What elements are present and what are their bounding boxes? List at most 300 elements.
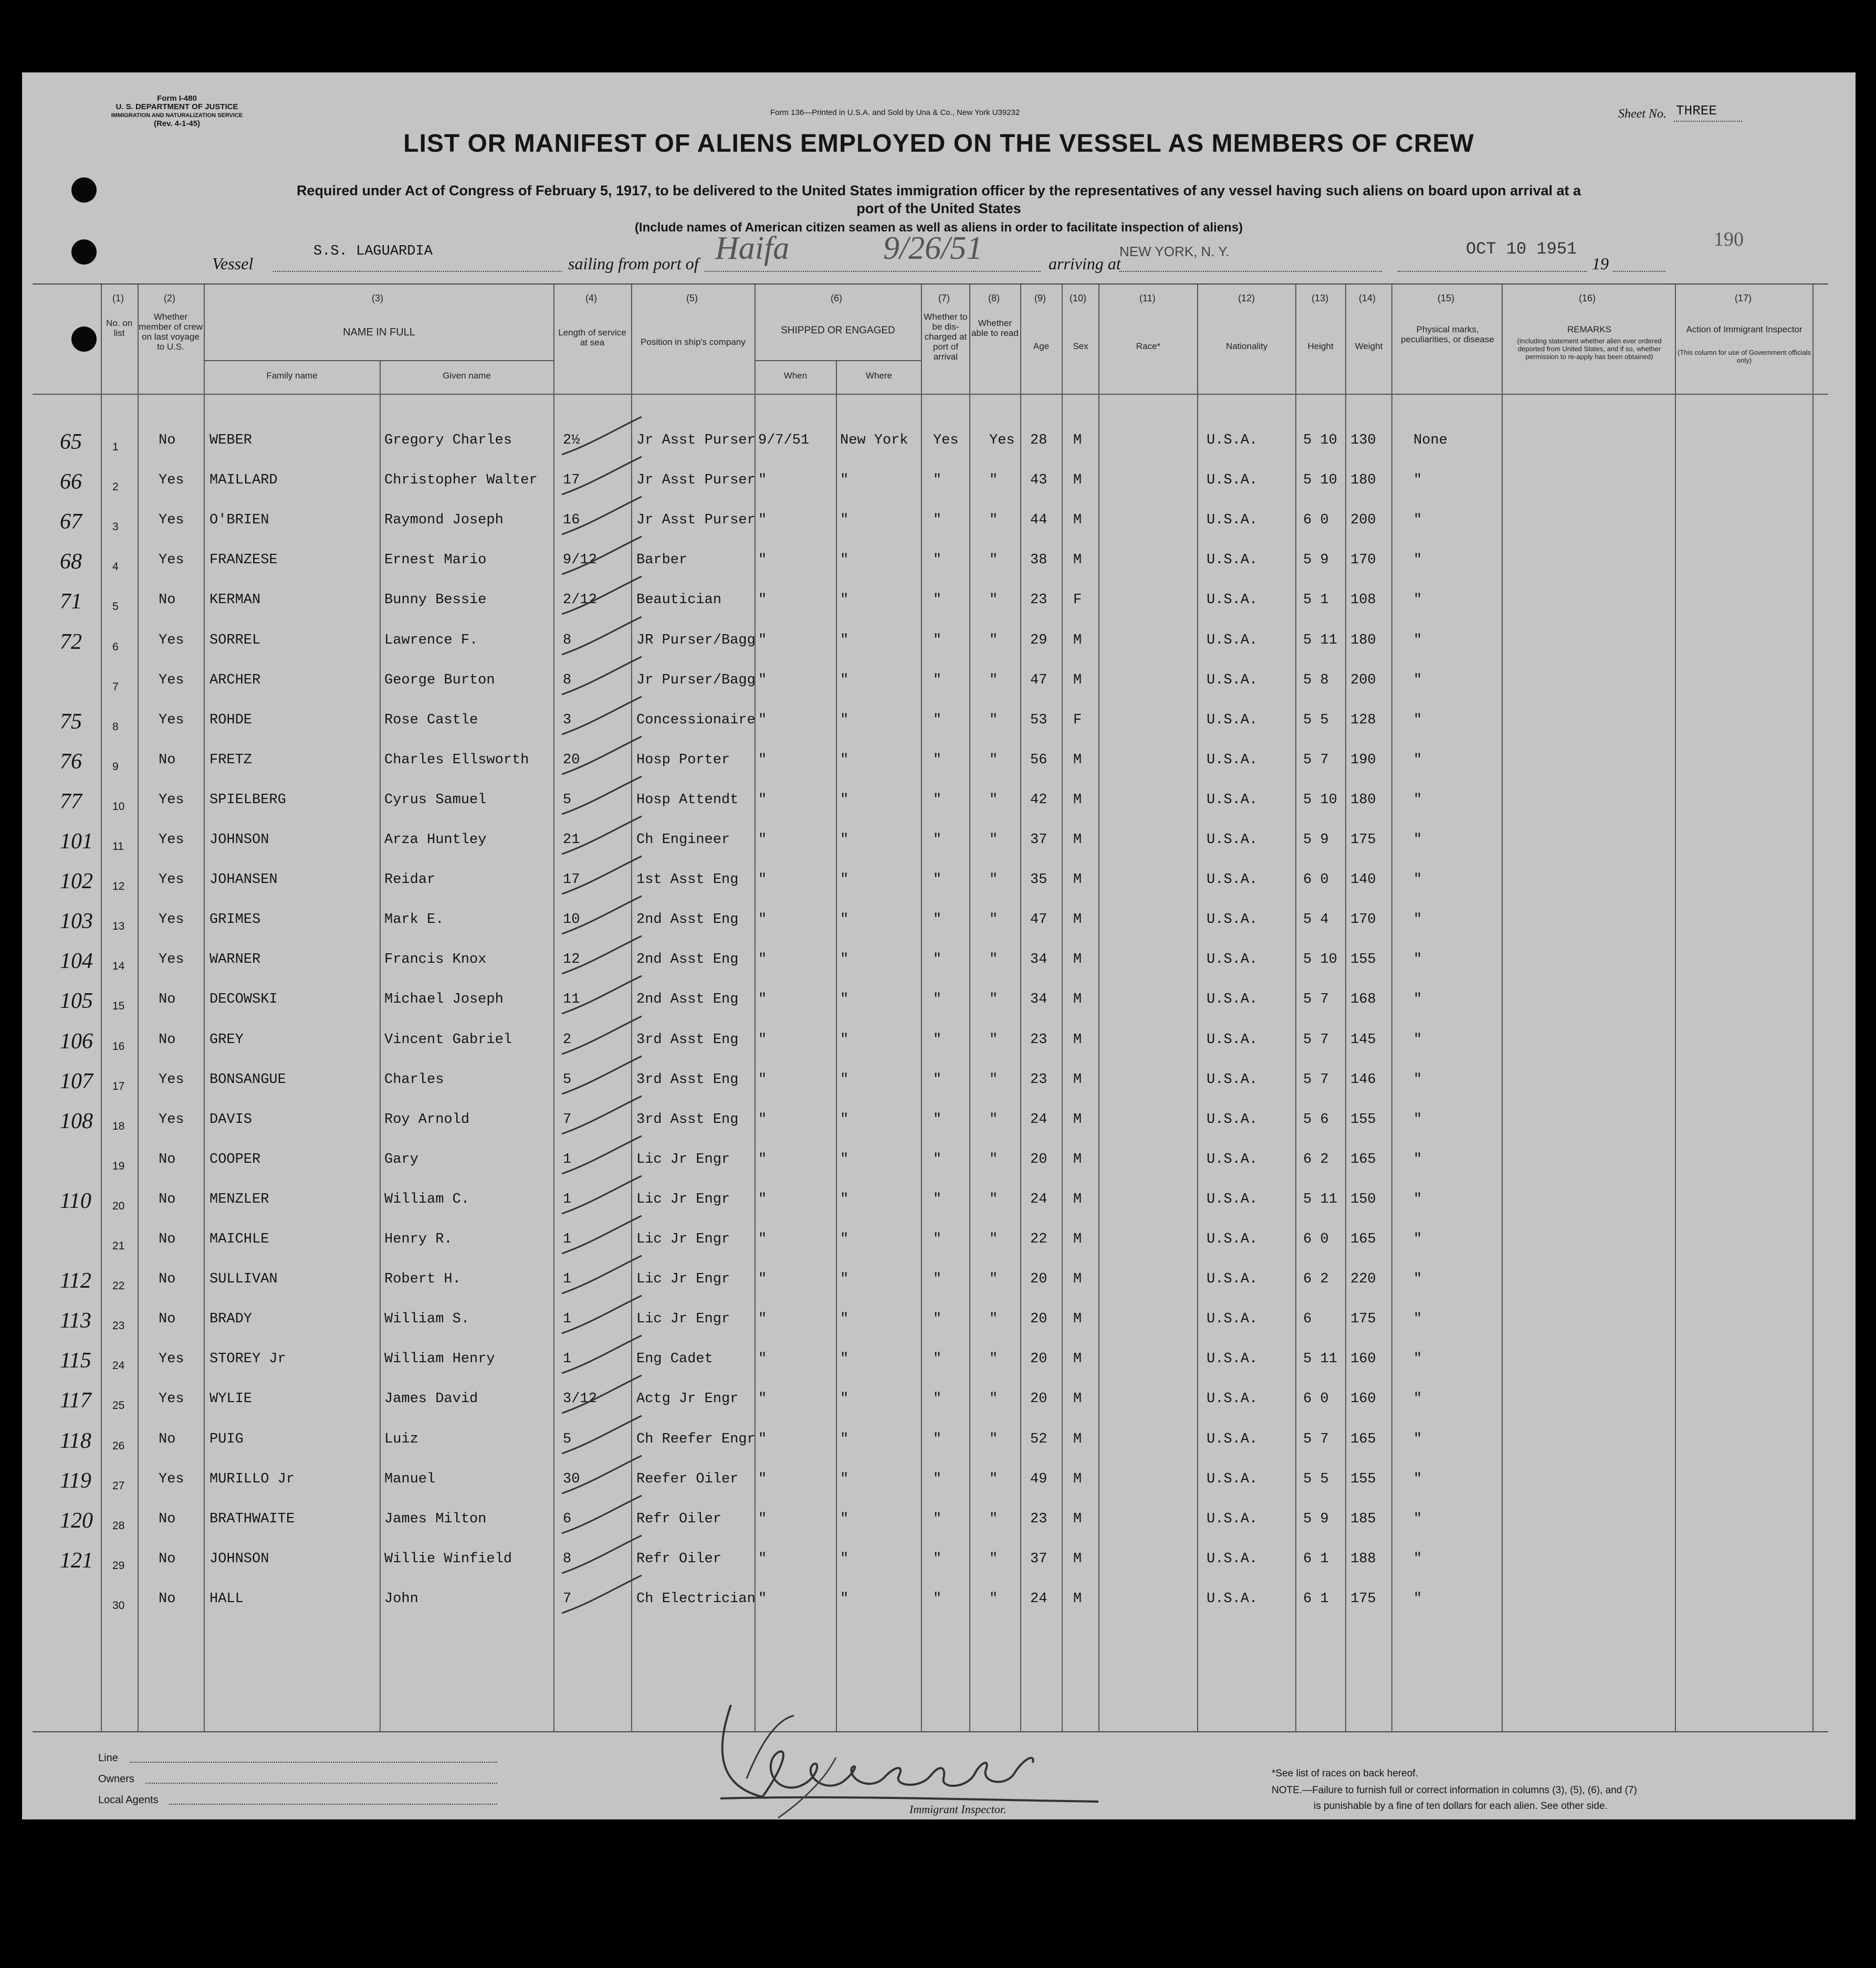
given-name-cell: Rose Castle (384, 712, 478, 728)
shipped-when-cell: " (758, 592, 767, 608)
table-top-rule (33, 283, 1828, 285)
able-to-read-cell: " (989, 992, 998, 1008)
family-name-cell: JOHANSEN (209, 872, 278, 888)
shipped-where-cell: " (840, 1191, 849, 1207)
sex-cell: M (1073, 1032, 1082, 1048)
col-num: (10) (1070, 293, 1087, 303)
able-to-read-cell: " (989, 832, 998, 848)
col-num: (15) (1438, 293, 1455, 303)
weight-cell: 168 (1350, 992, 1376, 1008)
position-cell: Lic Jr Engr (636, 1271, 730, 1288)
able-to-read-cell: " (989, 552, 998, 569)
weight-cell: 155 (1350, 952, 1376, 968)
height-cell: 5 8 (1303, 672, 1329, 688)
position-cell: Hosp Porter (636, 752, 730, 768)
shipped-where-cell: " (840, 1111, 849, 1128)
subtitle-line2: port of the United States (856, 201, 1021, 216)
given-name-cell: Arza Huntley (384, 832, 487, 848)
table-row (22, 1498, 1856, 1537)
shipped-where-cell: " (840, 1271, 849, 1288)
sex-cell: F (1073, 592, 1082, 608)
prev-voyage-cell: No (159, 1151, 176, 1167)
physical-marks-cell: " (1413, 1111, 1422, 1128)
height-cell: 5 7 (1303, 1431, 1329, 1447)
position-cell: Eng Cadet (636, 1351, 713, 1367)
discharged-cell: " (933, 872, 942, 888)
physical-marks-cell: " (1413, 1311, 1422, 1328)
arriving-underline (1119, 270, 1382, 272)
nationality-cell: U.S.A. (1207, 1431, 1258, 1447)
age-cell: 53 (1030, 712, 1047, 728)
given-name-cell: Gregory Charles (384, 433, 512, 448)
able-to-read-cell: " (989, 952, 998, 968)
height-cell: 5 11 (1303, 1351, 1337, 1367)
weight-cell: 130 (1350, 433, 1376, 448)
weight-cell: 146 (1350, 1071, 1376, 1088)
given-name-cell: Cyrus Samuel (384, 792, 487, 808)
shipped-when-cell: " (758, 512, 767, 529)
age-cell: 37 (1030, 832, 1047, 848)
sex-cell: M (1073, 792, 1082, 808)
family-name-cell: DECOWSKI (209, 992, 278, 1008)
service-cell: 5 (563, 792, 572, 808)
discharged-cell: " (933, 632, 942, 648)
prev-voyage-cell: Yes (159, 1071, 184, 1088)
shipped-when-cell: " (758, 992, 767, 1008)
prev-voyage-cell: Yes (159, 1391, 184, 1407)
physical-marks-cell: None (1413, 433, 1448, 448)
table-row (22, 1458, 1856, 1497)
line-number: 30 (112, 1599, 125, 1612)
age-cell: 20 (1030, 1391, 1047, 1407)
nationality-cell: U.S.A. (1207, 952, 1258, 968)
shipped-when-cell: " (758, 1111, 767, 1128)
able-to-read-cell: " (989, 912, 998, 928)
col-num: (11) (1139, 293, 1156, 303)
prev-voyage-cell: No (159, 1431, 176, 1447)
family-name-cell: FRANZESE (209, 552, 278, 569)
handwritten-list-number: 103 (60, 909, 93, 934)
shipped-where-cell: " (840, 1232, 849, 1247)
form-id: Form I-480 (157, 94, 197, 103)
col-num: (8) (988, 293, 1000, 303)
shipped-where-cell: " (840, 672, 849, 688)
sex-cell: M (1073, 472, 1082, 489)
shipped-when-cell: " (758, 1511, 767, 1527)
weight-cell: 180 (1350, 792, 1376, 808)
col-header-sex: Sex (1073, 341, 1088, 351)
shipped-where-cell: " (840, 1032, 849, 1048)
prev-voyage-cell: No (159, 592, 176, 608)
service-cell: 5 (563, 1071, 572, 1088)
service-cell: 7 (563, 1591, 572, 1607)
shipped-when-cell: " (758, 472, 767, 489)
service-cell: 1 (563, 1311, 572, 1328)
table-row (22, 858, 1856, 898)
line-number: 12 (112, 880, 125, 893)
able-to-read-cell: " (989, 1511, 998, 1527)
handwritten-list-number: 76 (60, 749, 82, 774)
service-cell: 17 (563, 472, 580, 489)
able-to-read-cell: " (989, 632, 998, 648)
weight-cell: 175 (1350, 1591, 1376, 1607)
shipped-where-cell: " (840, 632, 849, 648)
height-cell: 6 0 (1303, 1232, 1329, 1247)
position-cell: 3rd Asst Eng (636, 1071, 739, 1088)
shipped-where-cell: " (840, 1551, 849, 1567)
family-name-cell: DAVIS (209, 1111, 253, 1128)
table-row (22, 1098, 1856, 1138)
shipped-when-cell: " (758, 1591, 767, 1607)
table-row (22, 739, 1856, 778)
shipped-where-cell: " (840, 872, 849, 888)
physical-marks-cell: " (1413, 1351, 1422, 1367)
height-cell: 6 2 (1303, 1271, 1329, 1288)
weight-cell: 190 (1350, 752, 1376, 768)
discharged-cell: " (933, 952, 942, 968)
handwritten-list-number: 106 (60, 1029, 93, 1054)
given-name-cell: Raymond Joseph (384, 512, 504, 529)
position-cell: Lic Jr Engr (636, 1191, 730, 1207)
handwritten-list-number: 120 (60, 1508, 93, 1533)
discharged-cell: " (933, 792, 942, 808)
discharged-cell: " (933, 712, 942, 728)
table-row (22, 1338, 1856, 1377)
shipped-when-cell: " (758, 792, 767, 808)
sex-cell: M (1073, 1071, 1082, 1088)
height-cell: 5 9 (1303, 832, 1329, 848)
shipped-when-cell: " (758, 1191, 767, 1207)
given-name-cell: William Henry (384, 1351, 495, 1367)
table-row (22, 1018, 1856, 1058)
position-cell: Lic Jr Engr (636, 1232, 730, 1247)
position-cell: Hosp Attendt (636, 792, 739, 808)
shipped-where-cell: " (840, 592, 849, 608)
physical-marks-cell: " (1413, 1391, 1422, 1407)
age-cell: 43 (1030, 472, 1047, 489)
position-cell: 2nd Asst Eng (636, 992, 739, 1008)
line-number: 5 (112, 601, 119, 613)
form-id-block (93, 94, 261, 128)
service-cell: 16 (563, 512, 580, 529)
handwritten-list-number: 104 (60, 949, 93, 974)
sex-cell: M (1073, 632, 1082, 648)
height-cell: 5 11 (1303, 1191, 1337, 1207)
weight-cell: 175 (1350, 832, 1376, 848)
prev-voyage-cell: Yes (159, 512, 184, 529)
age-cell: 38 (1030, 552, 1047, 569)
table-row (22, 578, 1856, 618)
height-cell: 5 10 (1303, 952, 1337, 968)
age-cell: 29 (1030, 632, 1047, 648)
position-cell: Jr Asst Purser (636, 472, 756, 489)
height-cell: 5 7 (1303, 992, 1329, 1008)
line-underline (130, 1761, 497, 1763)
pencil-check-mark (558, 1572, 647, 1619)
weight-cell: 140 (1350, 872, 1376, 888)
position-cell: Ch Reefer Engr (636, 1431, 756, 1447)
col-num: (6) (831, 293, 842, 303)
prev-voyage-cell: Yes (159, 912, 184, 928)
height-cell: 5 10 (1303, 433, 1337, 448)
age-cell: 22 (1030, 1232, 1047, 1247)
service-cell: 9/12 (563, 552, 597, 569)
physical-marks-cell: " (1413, 1471, 1422, 1487)
handwritten-list-number: 108 (60, 1109, 93, 1133)
physical-marks-cell: " (1413, 472, 1422, 489)
punch-hole (71, 239, 97, 265)
col-header-given: Given name (443, 371, 491, 381)
position-cell: Ch Engineer (636, 832, 730, 848)
shipped-when-cell: " (758, 952, 767, 968)
shipped-when-cell: " (758, 1271, 767, 1288)
physical-marks-cell: " (1413, 712, 1422, 728)
nationality-cell: U.S.A. (1207, 433, 1258, 448)
sex-cell: M (1073, 672, 1082, 688)
weight-cell: 185 (1350, 1511, 1376, 1527)
age-cell: 23 (1030, 1032, 1047, 1048)
able-to-read-cell: " (989, 592, 998, 608)
family-name-cell: HALL (209, 1591, 244, 1607)
given-name-cell: Manuel (384, 1471, 436, 1487)
line-number: 7 (112, 680, 119, 693)
agents-underline (169, 1803, 497, 1805)
position-cell: Ch Electrician (636, 1591, 756, 1607)
physical-marks-cell: " (1413, 1071, 1422, 1088)
discharged-cell: " (933, 1071, 942, 1088)
given-name-cell: Christopher Walter (384, 472, 538, 489)
service-cell: 1 (563, 1191, 572, 1207)
line-number: 17 (112, 1080, 125, 1092)
given-name-cell: Willie Winfield (384, 1551, 512, 1567)
discharged-cell: " (933, 1591, 942, 1607)
shipped-where-cell: " (840, 1431, 849, 1447)
port-underline (705, 270, 1041, 272)
shipped-when-cell: " (758, 1471, 767, 1487)
sailing-label: sailing from port of (568, 254, 699, 273)
nationality-cell: U.S.A. (1207, 1511, 1258, 1527)
col-num: (7) (938, 293, 950, 303)
position-cell: Lic Jr Engr (636, 1311, 730, 1328)
able-to-read-cell: " (989, 1551, 998, 1567)
line-number: 13 (112, 920, 125, 933)
nationality-cell: U.S.A. (1207, 992, 1258, 1008)
handwritten-list-number: 115 (60, 1349, 91, 1373)
prev-voyage-cell: No (159, 1511, 176, 1527)
age-cell: 44 (1030, 512, 1047, 529)
sheet-label: Sheet No. (1618, 107, 1667, 121)
col-num: (5) (686, 293, 698, 303)
prev-voyage-cell: Yes (159, 832, 184, 848)
position-cell: JR Purser/Bagg (636, 632, 756, 648)
age-cell: 52 (1030, 1431, 1047, 1447)
prev-voyage-cell: Yes (159, 1471, 184, 1487)
physical-marks-cell: " (1413, 592, 1422, 608)
age-cell: 23 (1030, 1071, 1047, 1088)
discharged-cell: " (933, 752, 942, 768)
family-name-cell: GREY (209, 1032, 244, 1048)
age-cell: 56 (1030, 752, 1047, 768)
col-header-weight: Weight (1355, 341, 1383, 351)
shipped-when-cell: " (758, 632, 767, 648)
nationality-cell: U.S.A. (1207, 912, 1258, 928)
sex-cell: M (1073, 1271, 1082, 1288)
able-to-read-cell: " (989, 1471, 998, 1487)
sex-cell: M (1073, 1591, 1082, 1607)
nationality-cell: U.S.A. (1207, 472, 1258, 489)
shipped-where-cell: " (840, 1391, 849, 1407)
height-cell: 5 9 (1303, 552, 1329, 569)
weight-cell: 200 (1350, 512, 1376, 529)
line-number: 20 (112, 1199, 125, 1212)
family-name-cell: STOREY Jr (209, 1351, 286, 1367)
sex-cell: M (1073, 992, 1082, 1008)
weight-cell: 155 (1350, 1111, 1376, 1128)
table-row (22, 539, 1856, 578)
line-number: 15 (112, 1000, 125, 1013)
family-name-cell: BRATHWAITE (209, 1511, 295, 1527)
shipped-when-cell: " (758, 552, 767, 569)
sex-cell: M (1073, 1311, 1082, 1328)
shipped-when-cell: " (758, 1311, 767, 1328)
position-cell: Actg Jr Engr (636, 1391, 739, 1407)
weight-cell: 220 (1350, 1271, 1376, 1288)
physical-marks-cell: " (1413, 1032, 1422, 1048)
handwritten-list-number: 117 (60, 1388, 91, 1413)
shipped-where-cell: " (840, 1471, 849, 1487)
discharged-cell: " (933, 552, 942, 569)
discharged-cell: " (933, 1151, 942, 1167)
service-cell: 1 (563, 1271, 572, 1288)
discharged-cell: " (933, 1032, 942, 1048)
service-cell: 5 (563, 1431, 572, 1447)
prev-voyage-cell: Yes (159, 952, 184, 968)
able-to-read-cell: " (989, 1191, 998, 1207)
nationality-cell: U.S.A. (1207, 552, 1258, 569)
table-row (22, 1258, 1856, 1297)
able-to-read-cell: " (989, 472, 998, 489)
sex-cell: M (1073, 433, 1082, 448)
height-cell: 6 0 (1303, 1391, 1329, 1407)
table-row (22, 938, 1856, 977)
able-to-read-cell: " (989, 1431, 998, 1447)
prev-voyage-cell: No (159, 1232, 176, 1247)
family-name-cell: MAICHLE (209, 1232, 269, 1247)
vessel-underline (273, 270, 562, 272)
height-cell: 6 0 (1303, 512, 1329, 529)
col-header-race: Race* (1136, 341, 1161, 351)
physical-marks-cell: " (1413, 1591, 1422, 1607)
handwritten-list-number: 119 (60, 1468, 91, 1493)
table-row (22, 1538, 1856, 1577)
sex-cell: M (1073, 912, 1082, 928)
shipped-when-cell: " (758, 1151, 767, 1167)
col-num: (1) (112, 293, 124, 303)
nationality-cell: U.S.A. (1207, 752, 1258, 768)
given-name-cell: Luiz (384, 1431, 418, 1447)
able-to-read-cell: " (989, 1032, 998, 1048)
given-name-cell: William S. (384, 1311, 470, 1328)
col-header-height: Height (1307, 341, 1334, 351)
age-cell: 23 (1030, 1511, 1047, 1527)
prev-voyage-cell: Yes (159, 712, 184, 728)
prev-voyage-cell: Yes (159, 1111, 184, 1128)
sex-cell: M (1073, 832, 1082, 848)
col-header-prev-voyage: Whether member of crew on last voyage to U.S. (139, 312, 203, 352)
weight-cell: 165 (1350, 1431, 1376, 1447)
discharged-cell: " (933, 1511, 942, 1527)
prev-voyage-cell: Yes (159, 632, 184, 648)
handwritten-list-number: 75 (60, 709, 82, 734)
position-cell: Refr Oiler (636, 1511, 722, 1527)
table-row (22, 659, 1856, 698)
able-to-read-cell: " (989, 792, 998, 808)
col-num: (4) (585, 293, 597, 303)
height-cell: 6 0 (1303, 872, 1329, 888)
age-cell: 42 (1030, 792, 1047, 808)
date-underline (1398, 270, 1587, 272)
family-name-cell: SORREL (209, 632, 261, 648)
sheet-underline (1674, 120, 1742, 122)
service-cell: 21 (563, 832, 580, 848)
sex-cell: M (1073, 1511, 1082, 1527)
nationality-cell: U.S.A. (1207, 1471, 1258, 1487)
given-name-cell: Mark E. (384, 912, 444, 928)
table-row (22, 499, 1856, 538)
table-row (22, 1138, 1856, 1177)
line-number: 29 (112, 1559, 125, 1572)
prev-voyage-cell: No (159, 1191, 176, 1207)
col-header-position: Position in ship's company (641, 337, 746, 347)
prev-voyage-cell: No (159, 1311, 176, 1328)
nationality-cell: U.S.A. (1207, 1232, 1258, 1247)
shipped-where-cell: " (840, 832, 849, 848)
prev-voyage-cell: No (159, 433, 176, 448)
physical-marks-cell: " (1413, 672, 1422, 688)
col-num: (12) (1238, 293, 1255, 303)
col-header-when: When (783, 371, 808, 381)
line-number: 21 (112, 1240, 125, 1252)
sex-cell: F (1073, 712, 1082, 728)
weight-cell: 165 (1350, 1232, 1376, 1247)
family-name-cell: BRADY (209, 1311, 253, 1328)
sex-cell: M (1073, 952, 1082, 968)
table-row (22, 699, 1856, 738)
physical-marks-cell: " (1413, 1151, 1422, 1167)
age-cell: 35 (1030, 872, 1047, 888)
weight-cell: 160 (1350, 1391, 1376, 1407)
age-cell: 28 (1030, 433, 1047, 448)
prev-voyage-cell: Yes (159, 1351, 184, 1367)
col-num: (14) (1359, 293, 1376, 303)
shipped-when-cell: 9/7/51 (758, 433, 810, 448)
line-number: 3 (112, 521, 119, 533)
table-row (22, 1178, 1856, 1217)
owners-label: Owners (98, 1773, 134, 1785)
position-cell: Concessionaire (636, 712, 756, 728)
service-cell: 2½ (563, 433, 580, 448)
shipped-when-cell: " (758, 832, 767, 848)
weight-cell: 170 (1350, 552, 1376, 569)
able-to-read-cell: " (989, 672, 998, 688)
able-to-read-cell: " (989, 1271, 998, 1288)
sex-cell: M (1073, 552, 1082, 569)
nationality-cell: U.S.A. (1207, 1271, 1258, 1288)
nationality-cell: U.S.A. (1207, 1111, 1258, 1128)
family-name-cell: O'BRIEN (209, 512, 269, 529)
family-name-cell: FRETZ (209, 752, 253, 768)
height-cell: 6 (1303, 1311, 1312, 1328)
